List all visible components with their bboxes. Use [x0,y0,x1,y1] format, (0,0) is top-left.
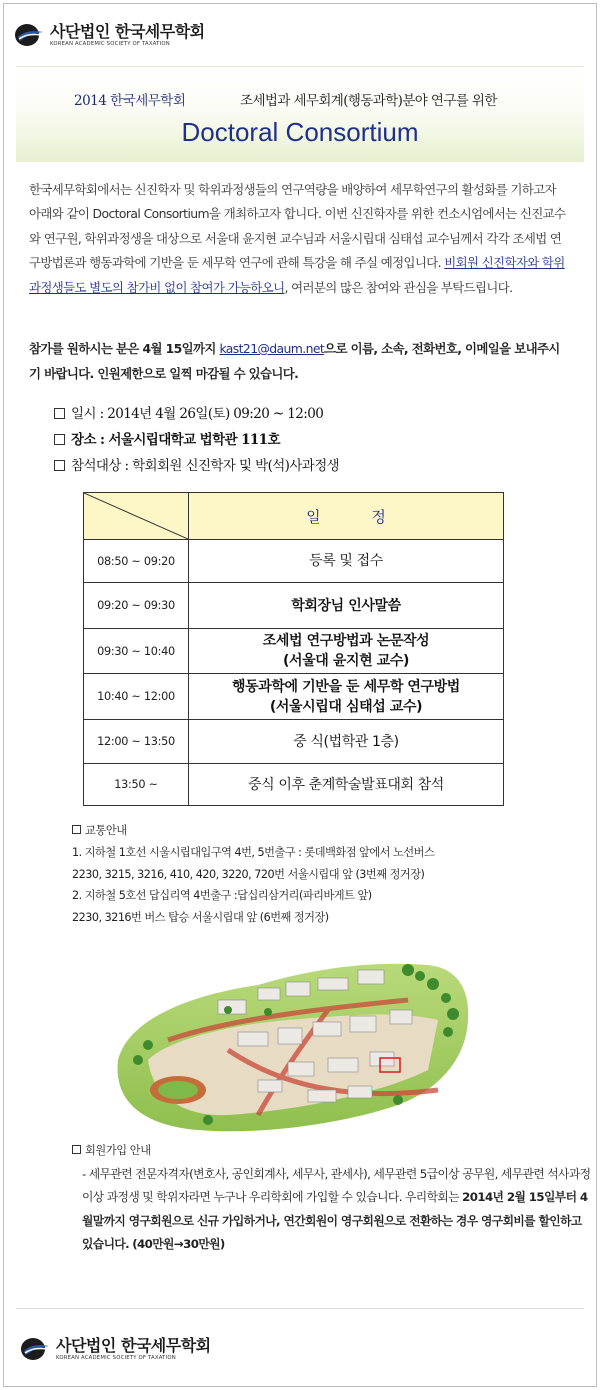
banner-year-title: 2014 한국세무학회 [74,93,186,109]
directions-line: 2230, 3215, 3216, 410, 420, 3220, 720번 서울시립대 앞 (3번째 정거장) [72,867,425,881]
apply-email-link[interactable]: kast21@daum.net [219,341,325,356]
schedule-time: 09:20 ~ 09:30 [84,583,189,629]
directions-line: 2230, 3216번 버스 탑승 서울시립대 앞 (6번째 정거장) [72,910,329,924]
schedule-event [189,629,504,674]
schedule-time: 10:40 ~ 12:00 [84,674,189,720]
banner-subtitle: 조세법과 세무회계(행동과학)분야 연구를 위한 [240,93,497,109]
schedule-header-row [84,493,504,540]
directions-title [72,822,127,838]
campus-map [108,940,476,1140]
apply-text-2: 으로 이름, 소속, 전화번호, 이메일을 보내주시기 바랍니다. 인원제한으로 일찍 마감될 수 있습니다. [29,341,560,381]
checkbox-icon [54,434,65,445]
banner-title: Doctoral Consortium [181,117,419,147]
society-name-en: KOREAN ACADEMIC SOCIETY OF TAXATION [56,1354,176,1361]
directions-list [72,842,592,928]
info-place [54,428,280,448]
header-logo[interactable] [14,22,205,48]
membership-title [72,1142,151,1158]
campus-map-illustration-icon [108,940,476,1140]
schedule-event-line-1: 조세법 연구방법과 논문작성 [262,633,430,649]
schedule-header: 일 정 [189,493,504,540]
info-place-text: 장소 : 서울시립대학교 법학관 111호 [71,432,280,448]
table-row [84,764,504,806]
table-row [84,674,504,720]
schedule-time: 13:50 ~ [84,764,189,806]
society-name-en: KOREAN ACADEMIC SOCIETY OF TAXATION [50,40,170,47]
schedule-event [189,674,504,720]
intro-text-1: 한국세무학회에서는 신진학자 및 학위과정생들의 연구역량을 배양하여 세무학연구의 활성화를 기하고자 아래와 같이 Doctoral Consortium을 개최하고자 합니다. 이번 신진학자를 위한 컨소시엄에서는 신진교수와 연구원, 학위과정생을 대상으로 서울대 윤지현 교수님과 서울시립대 심태섭 교수님께서 각각 조세법 연구방법론과 행동과학에 기반을 둔 세무학 연구에 관해 특강을 해 주실 예정입니다. [29,182,566,271]
info-date [54,402,323,422]
schedule-time: 08:50 ~ 09:20 [84,540,189,583]
footer-divider [16,1308,584,1309]
schedule-time: 09:30 ~ 10:40 [84,629,189,674]
schedule-event: 중식 이후 춘계학술발표대회 참석 [189,764,504,806]
membership-paragraph [82,1163,592,1257]
info-target-text: 참석대상 : 학회회원 신진학자 및 박(석)사과정생 [71,458,340,474]
schedule-event: 중 식(법학관 1층) [189,720,504,764]
schedule-event-line-2: (서울시립대 심태섭 교수) [269,698,423,715]
membership-text-1: - 세무관련 전문자격자(변호사, 공인회계사, 세무사, 관세사), 세무관련 5급이상 공무원, 세무관련 석사과정 이상 과정생 및 학위자라면 누구나 우리학회에 가입할 수 있습니다. 우리학회는 [82,1167,591,1205]
checkbox-icon [54,408,65,419]
apply-text-1: 참가를 원하시는 분은 4월 15일까지 [29,341,216,356]
footer-logo[interactable] [20,1336,211,1362]
society-name: 사단법인 한국세무학회 [56,1335,211,1355]
table-row [84,720,504,764]
directions-line: 2. 지하철 5호선 답십리역 4번출구 :답십리삼거리(파리바게트 앞) [72,889,372,903]
info-date-text: 일시 : 2014년 4월 26일(토) 09:20 ~ 12:00 [71,406,324,422]
diagonal-line-icon [84,493,188,539]
schedule-event: 등록 및 접수 [189,540,504,583]
society-emblem-icon [20,1336,50,1362]
intro-paragraph [29,178,569,300]
schedule-event: 학회장님 인사말씀 [189,583,504,629]
intro-text-2: , 여러분의 많은 참여와 관심을 부탁드립니다. [284,279,513,295]
intro-link[interactable]: 비회원 신진학자와 학위과정생들도 별도의 참가비 없이 참여가 가능하오니 [29,255,565,295]
info-target [54,454,339,474]
apply-paragraph [29,336,569,386]
directions-line: 1. 지하철 1호선 시울시립대입구역 4번, 5번출구 : 롯데백화점 앞에서 노선버스 [72,846,435,859]
membership-title-text: 회원가입 안내 [85,1144,151,1157]
schedule-table [83,492,504,806]
table-row [84,583,504,629]
checkbox-icon [72,1145,81,1154]
membership-text-bold: 2014년 2월 15일부터 4월말까지 영구회원으로 신규 가입하거나, 연간회원이 영구회원으로 전환하는 경우 영구회비를 할인하고 있습니다. [82,1190,588,1252]
event-banner [16,66,584,162]
checkbox-icon [72,825,81,834]
directions-title-text: 교통안내 [85,824,127,837]
table-row [84,540,504,583]
schedule-time: 12:00 ~ 13:50 [84,720,189,764]
society-name: 사단법인 한국세무학회 [50,21,205,41]
table-row [84,629,504,674]
checkbox-icon [54,460,65,471]
membership-text-2: (40만원→30만원) [132,1237,225,1252]
society-emblem-icon [14,22,44,48]
schedule-header-corner [84,493,189,540]
schedule-event-line-1: 행동과학에 기반을 둔 세무학 연구방법 [232,678,460,695]
schedule-event-line-2: (서울대 윤지현 교수) [283,653,409,669]
